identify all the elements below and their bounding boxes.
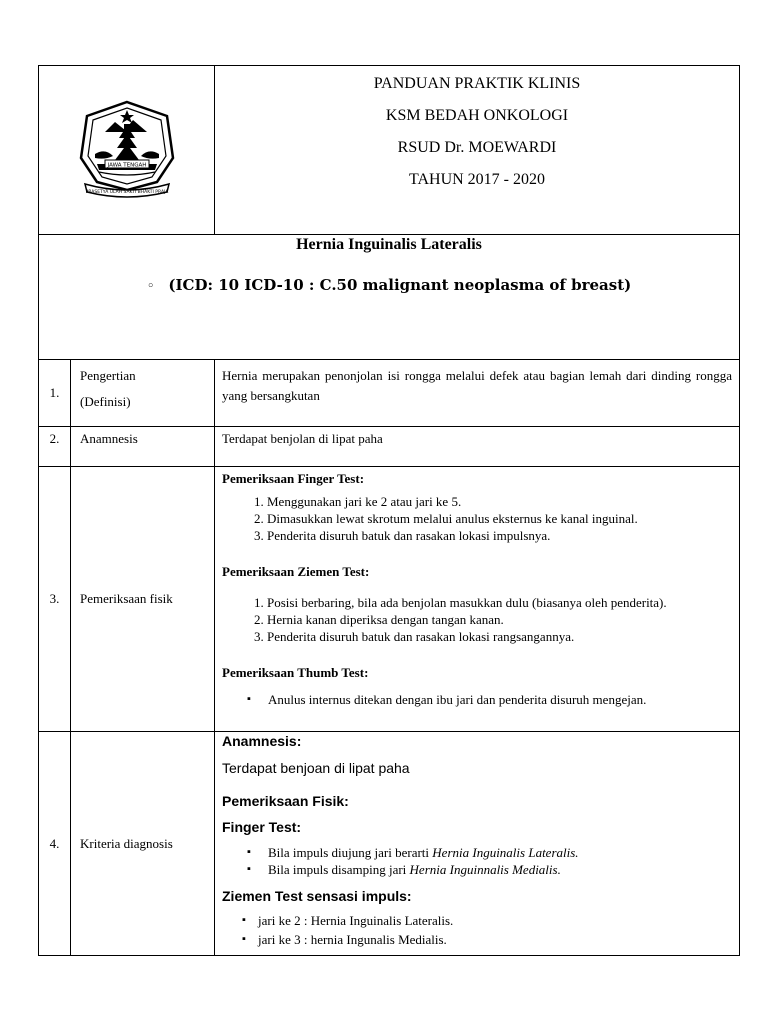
row-label: Kriteria diagnosis: [71, 732, 215, 956]
ziemen-test-list: [222, 594, 732, 645]
row-number: 2.: [39, 427, 71, 467]
table-row: [39, 360, 740, 427]
list-item: 3. Penderita disuruh batuk dan rasakan lokasi rangsangannya.: [267, 628, 732, 645]
header-cell: [215, 66, 740, 235]
list-item: 2. Dimasukkan lewat skrotum melalui anulus eksternus ke kanal inguinal.: [267, 510, 732, 527]
finger-test-criteria-list: [222, 844, 732, 878]
physical-exam-heading: Pemeriksaan Fisik:: [222, 793, 349, 809]
finger-test-list: [222, 493, 732, 544]
physical-exam-content: [215, 467, 740, 732]
row-number: 1.: [39, 360, 71, 427]
table-row: [39, 427, 740, 467]
row-number: 3.: [39, 467, 71, 732]
list-item: 1. Menggunakan jari ke 2 atau jari ke 5.: [267, 493, 732, 510]
list-item: 2. Hernia kanan diperiksa dengan tangan kanan.: [267, 611, 732, 628]
list-item: 3. Penderita disuruh batuk dan rasakan lokasi impulsnya.: [267, 527, 732, 544]
finger-test-heading: Pemeriksaan Finger Test:: [222, 471, 365, 486]
diagnosis-criteria-content: [215, 732, 740, 956]
icd-code: (ICD: 10 ICD-10 : C.50 malignant neoplasma of breast): [168, 276, 632, 294]
row-label: Anamnesis: [71, 427, 215, 467]
icd-line: [39, 276, 739, 294]
document-title: Hernia Inguinalis Lateralis: [296, 236, 482, 253]
ziemen-test-heading: Pemeriksaan Ziemen Test:: [222, 564, 370, 579]
header-year: TAHUN 2017 - 2020: [408, 171, 546, 188]
list-item: ▪ jari ke 3 : hernia Ingunalis Medialis.: [242, 930, 732, 949]
finger-test-heading: Finger Test:: [222, 819, 302, 835]
list-item: ▪ Bila impuls diujung jari berarti Hernia Inguinalis Lateralis.: [247, 844, 732, 861]
row-label: [71, 360, 215, 427]
list-item: ▪ Anulus internus ditekan dengan ibu jari dan penderita disuruh mengejan.: [247, 691, 732, 708]
anamnesis-heading: Anamnesis:: [222, 733, 302, 749]
list-item: 1. Posisi berbaring, bila ada benjolan masukkan dulu (biasanya oleh penderita).: [267, 594, 732, 611]
table-row: [39, 732, 740, 956]
logo-text-top: JAWA TENGAH: [107, 162, 146, 169]
clinical-guide-table: [38, 65, 740, 956]
logo-text-bottom: PRASETYA ULAH SAKTI BHAKTI PRAJA: [85, 190, 168, 195]
ziemen-test-criteria-list: [222, 911, 732, 949]
title-cell: [39, 235, 740, 360]
header-hospital: RSUD Dr. MOEWARDI: [397, 139, 557, 156]
logo-cell: [39, 66, 215, 235]
anamnesis-text: Terdapat benjolan di lipat paha: [215, 427, 740, 467]
list-item: ▪ jari ke 2 : Hernia Inguinalis Lateralis.: [242, 911, 732, 930]
bullet-icon: ◦: [146, 279, 155, 294]
thumb-test-heading: Pemeriksaan Thumb Test:: [222, 665, 369, 680]
header-title: PANDUAN PRAKTIK KLINIS: [373, 75, 581, 92]
ziemen-test-heading: Ziemen Test sensasi impuls:: [222, 888, 412, 904]
label-line-2: (Definisi): [80, 394, 131, 409]
list-item: ▪ Bila impuls disamping jari Hernia Inguinnalis Medialis.: [247, 861, 732, 878]
jawa-tengah-emblem-logo: [75, 98, 179, 202]
table-row: [39, 467, 740, 732]
row-number: 4.: [39, 732, 71, 956]
row-label: Pemeriksaan fisik: [71, 467, 215, 732]
thumb-test-list: [222, 691, 732, 708]
header-department: KSM BEDAH ONKOLOGI: [385, 107, 569, 124]
label-line-1: Pengertian: [80, 368, 136, 383]
anamnesis-criteria-text: Terdapat benjoan di lipat paha: [222, 760, 410, 776]
definition-text: Hernia merupakan penonjolan isi rongga melalui defek atau bagian lemah dari dinding rongga yang bersangkutan: [215, 360, 740, 427]
